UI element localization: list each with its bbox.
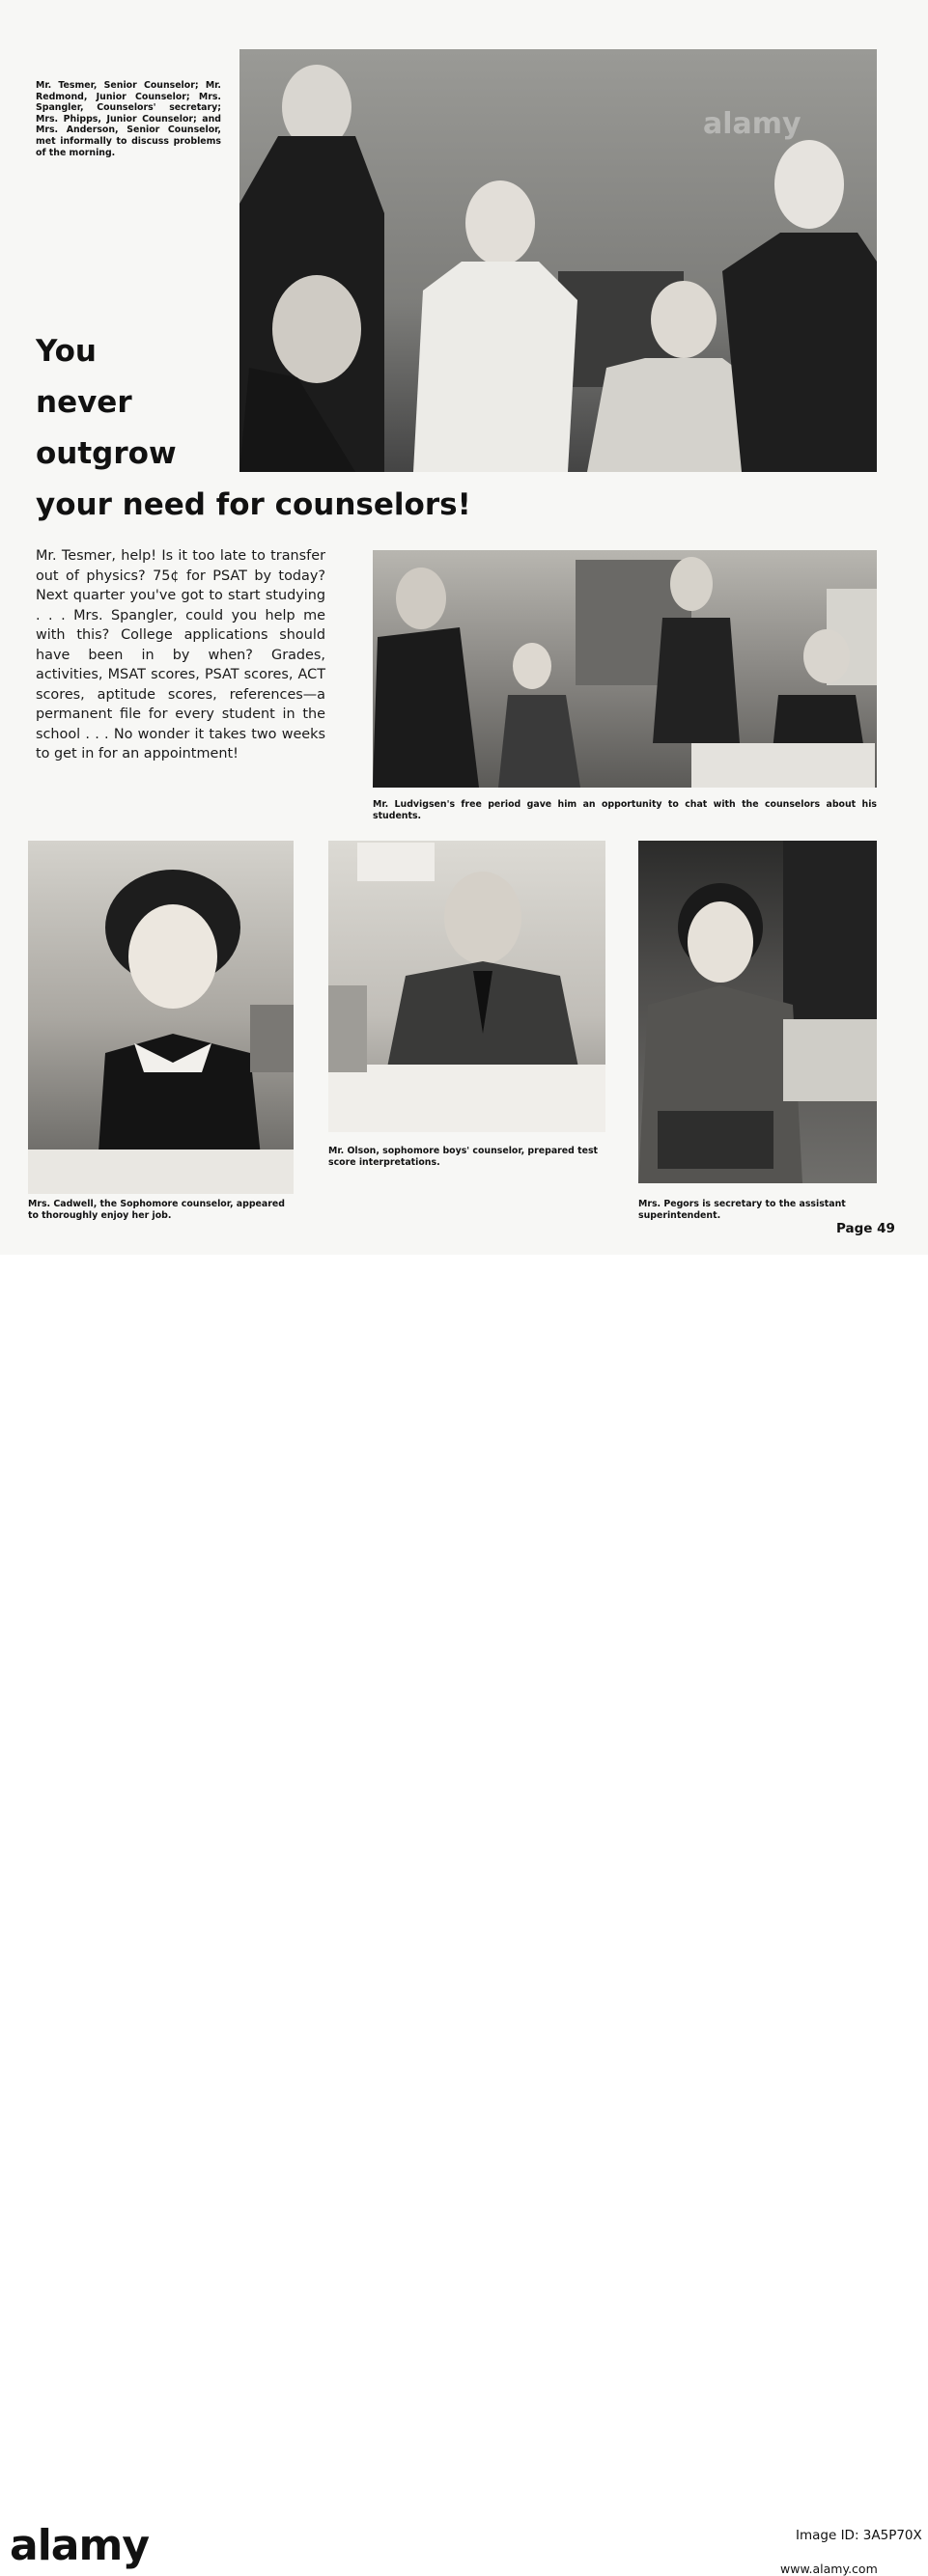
image-id-label: Image ID: 3A5P70X: [796, 2528, 922, 2543]
headline-line-2: never: [36, 385, 132, 420]
photo-ludvigsen-chat: [373, 550, 877, 788]
headline-line-3: outgrow: [36, 436, 177, 471]
caption-cadwell: Mrs. Cadwell, the Sophomore counselor, appeared to thoroughly enjoy her job.: [28, 1199, 285, 1221]
body-paragraph: Mr. Tesmer, help! Is it too late to transfer out of physics? 75¢ for PSAT by today? Next quarter you've got to start studying . . . Mrs. Spangler, could you help me with this? College applications should have been in by when? Grades, activities, MSAT scores, PSAT scores, ACT scores, aptitude scores, references—a permanent file for every student in the school . . . No wonder it takes two weeks to get in for an appointment!: [36, 548, 325, 762]
page-headline: [36, 326, 471, 531]
caption-ludvigsen: Mr. Ludvigsen's free period gave him an opportunity to chat with the counselors about his students.: [373, 799, 877, 821]
headline-line-4: your need for counselors!: [36, 487, 471, 522]
watermark-text: alamy: [703, 107, 801, 141]
photo-cadwell: [28, 841, 294, 1194]
headline-line-1: You: [36, 334, 97, 369]
site-url: www.alamy.com: [780, 2562, 878, 2576]
yearbook-page: [0, 0, 928, 1255]
photo-pegors: [638, 841, 877, 1183]
caption-pegors: Mrs. Pegors is secretary to the assistant superintendent.: [638, 1199, 846, 1221]
page-number: Page 49: [836, 1221, 895, 1236]
photo-olson: [328, 841, 605, 1132]
caption-olson: Mr. Olson, sophomore boys' counselor, prepared test score interpretations.: [328, 1146, 599, 1168]
brand-logo: alamy: [10, 2521, 149, 2570]
top-photo-caption: Mr. Tesmer, Senior Counselor; Mr. Redmond, Junior Counselor; Mrs. Spangler, Counselors' secretary; Mrs. Phipps, Junior Counselor; and Mrs. Anderson, Senior Counselor, met informally to discuss problems of the morning.: [36, 80, 221, 158]
stock-footer: [0, 1255, 928, 2576]
